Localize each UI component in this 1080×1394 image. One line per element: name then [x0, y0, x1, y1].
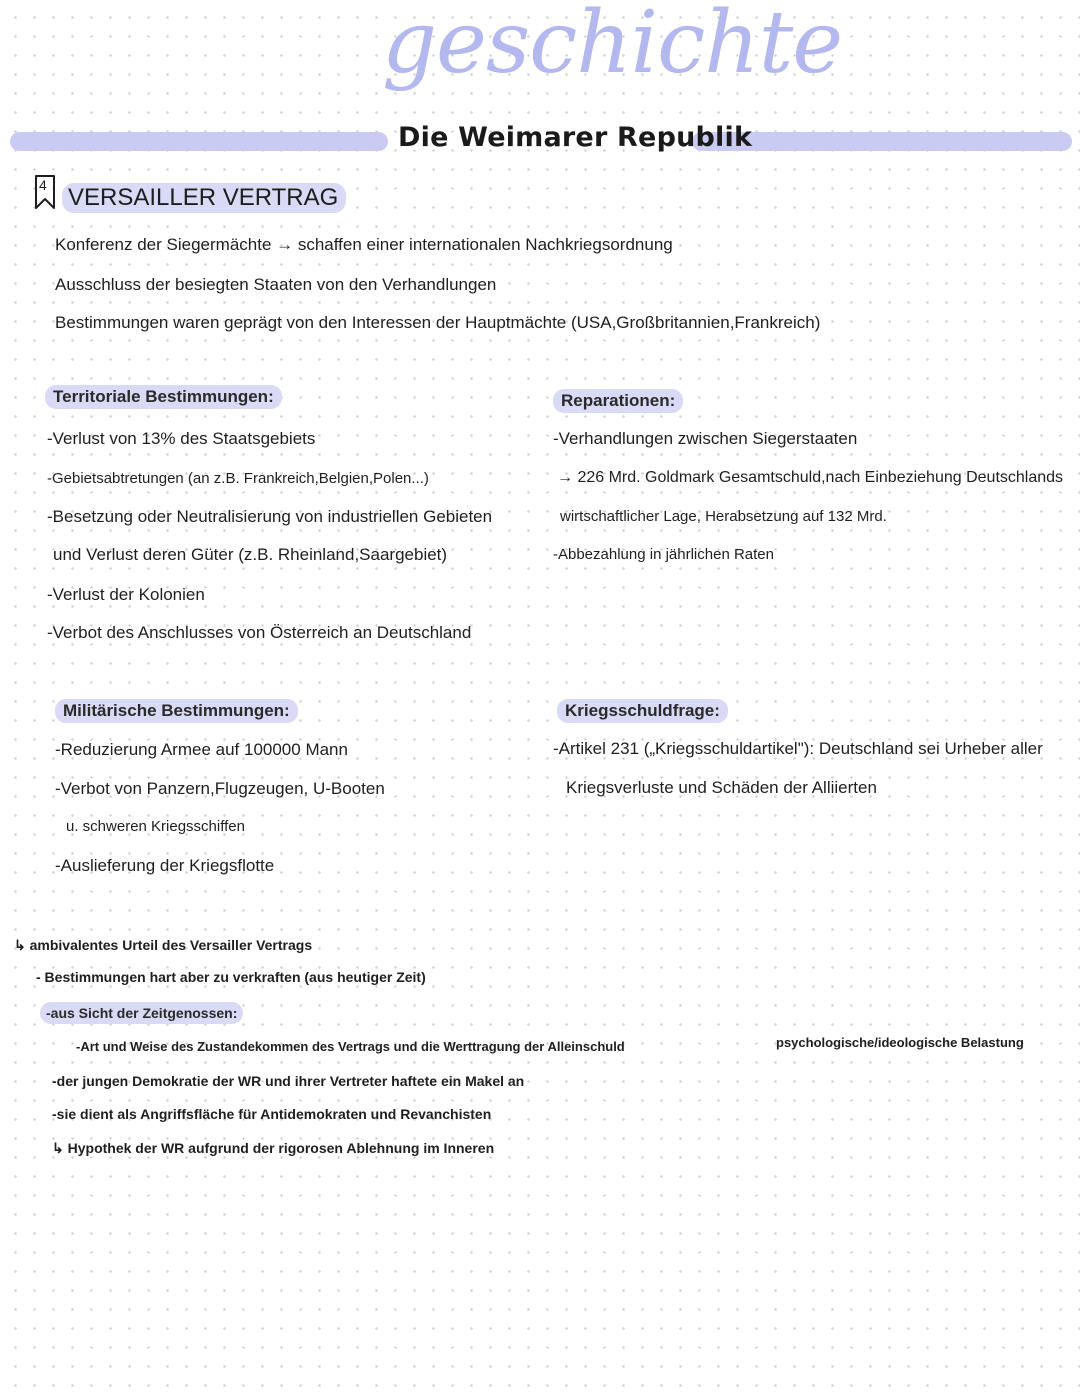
territorial-item-2: -Gebietsabtretungen (an z.B. Frankreich,Belgien,Polen...) [47, 470, 429, 487]
contemporaries-heading: -aus Sicht der Zeitgenossen: [40, 1002, 243, 1024]
bookmark-icon [34, 174, 56, 210]
military-heading: Militärische Bestimmungen: [55, 699, 298, 723]
military-item-1: -Reduzierung Armee auf 100000 Mann [55, 740, 348, 759]
reparations-item-4: -Abbezahlung in jährlichen Raten [553, 546, 774, 563]
territorial-item-1: -Verlust von 13% des Staatsgebiets [47, 429, 316, 448]
verdict-line-6: ↳ Hypothek der WR aufgrund der rigorosen Ablehnung im Inneren [52, 1140, 495, 1156]
verdict-line-1: ↳ ambivalentes Urteil des Versailler Vertrags [14, 937, 313, 953]
territorial-item-6: -Verbot des Anschlusses von Österreich an Deutschland [47, 623, 472, 642]
military-item-3: u. schweren Kriegsschiffen [66, 818, 245, 835]
verdict-line-3-right: psychologische/ideologische Belastung [776, 1035, 1024, 1050]
territorial-item-5: -Verlust der Kolonien [47, 585, 205, 604]
intro-line-2: Ausschluss der besiegten Staaten von den Verhandlungen [55, 275, 497, 294]
verdict-line-2: - Bestimmungen hart aber zu verkraften (aus heutiger Zeit) [36, 969, 426, 985]
military-item-4: -Auslieferung der Kriegsflotte [55, 856, 275, 875]
war-guilt-heading: Kriegsschuldfrage: [557, 699, 728, 723]
intro-line-1: Konferenz der Siegermächte → schaffen einer internationalen Nachkriegsordnung [55, 235, 673, 254]
verdict-line-3: -Art und Weise des Zustandekommen des Vertrags und die Werttragung der Alleinschuld [76, 1039, 625, 1054]
intro-line-3: Bestimmungen waren geprägt von den Interessen der Hauptmächte (USA,Großbritannien,Frankreich) [55, 313, 821, 332]
military-item-2: -Verbot von Panzern,Flugzeugen, U-Booten [55, 779, 385, 798]
reparations-item-3: wirtschaftlicher Lage, Herabsetzung auf 132 Mrd. [560, 508, 887, 525]
territorial-item-3: -Besetzung oder Neutralisierung von industriellen Gebieten [47, 507, 493, 526]
title-bar-left [10, 132, 388, 151]
verdict-line-4: -der jungen Demokratie der WR und ihrer Vertreter haftete ein Makel an [52, 1073, 525, 1089]
war-guilt-item-2: Kriegsverluste und Schäden der Alliierten [566, 778, 877, 797]
verdict-line-5: -sie dient als Angriffsfläche für Antidemokraten und Revanchisten [52, 1106, 492, 1122]
territorial-item-4: und Verlust deren Güter (z.B. Rheinland,Saargebiet) [53, 545, 448, 564]
territorial-heading: Territoriale Bestimmungen: [45, 385, 282, 409]
war-guilt-item-1: -Artikel 231 („Kriegsschuldartikel"): Deutschland sei Urheber aller [553, 739, 1043, 758]
script-title: geschichte [382, 0, 843, 93]
reparations-item-2: → 226 Mrd. Goldmark Gesamtschuld,nach Einbeziehung Deutschlands [557, 469, 1064, 486]
section-number: 4 [39, 177, 47, 193]
page-subtitle: Die Weimarer Republik [398, 122, 753, 153]
reparations-item-1: -Verhandlungen zwischen Siegerstaaten [553, 429, 858, 448]
section-title: VERSAILLER VERTRAG [62, 183, 346, 213]
reparations-heading: Reparationen: [553, 389, 683, 413]
